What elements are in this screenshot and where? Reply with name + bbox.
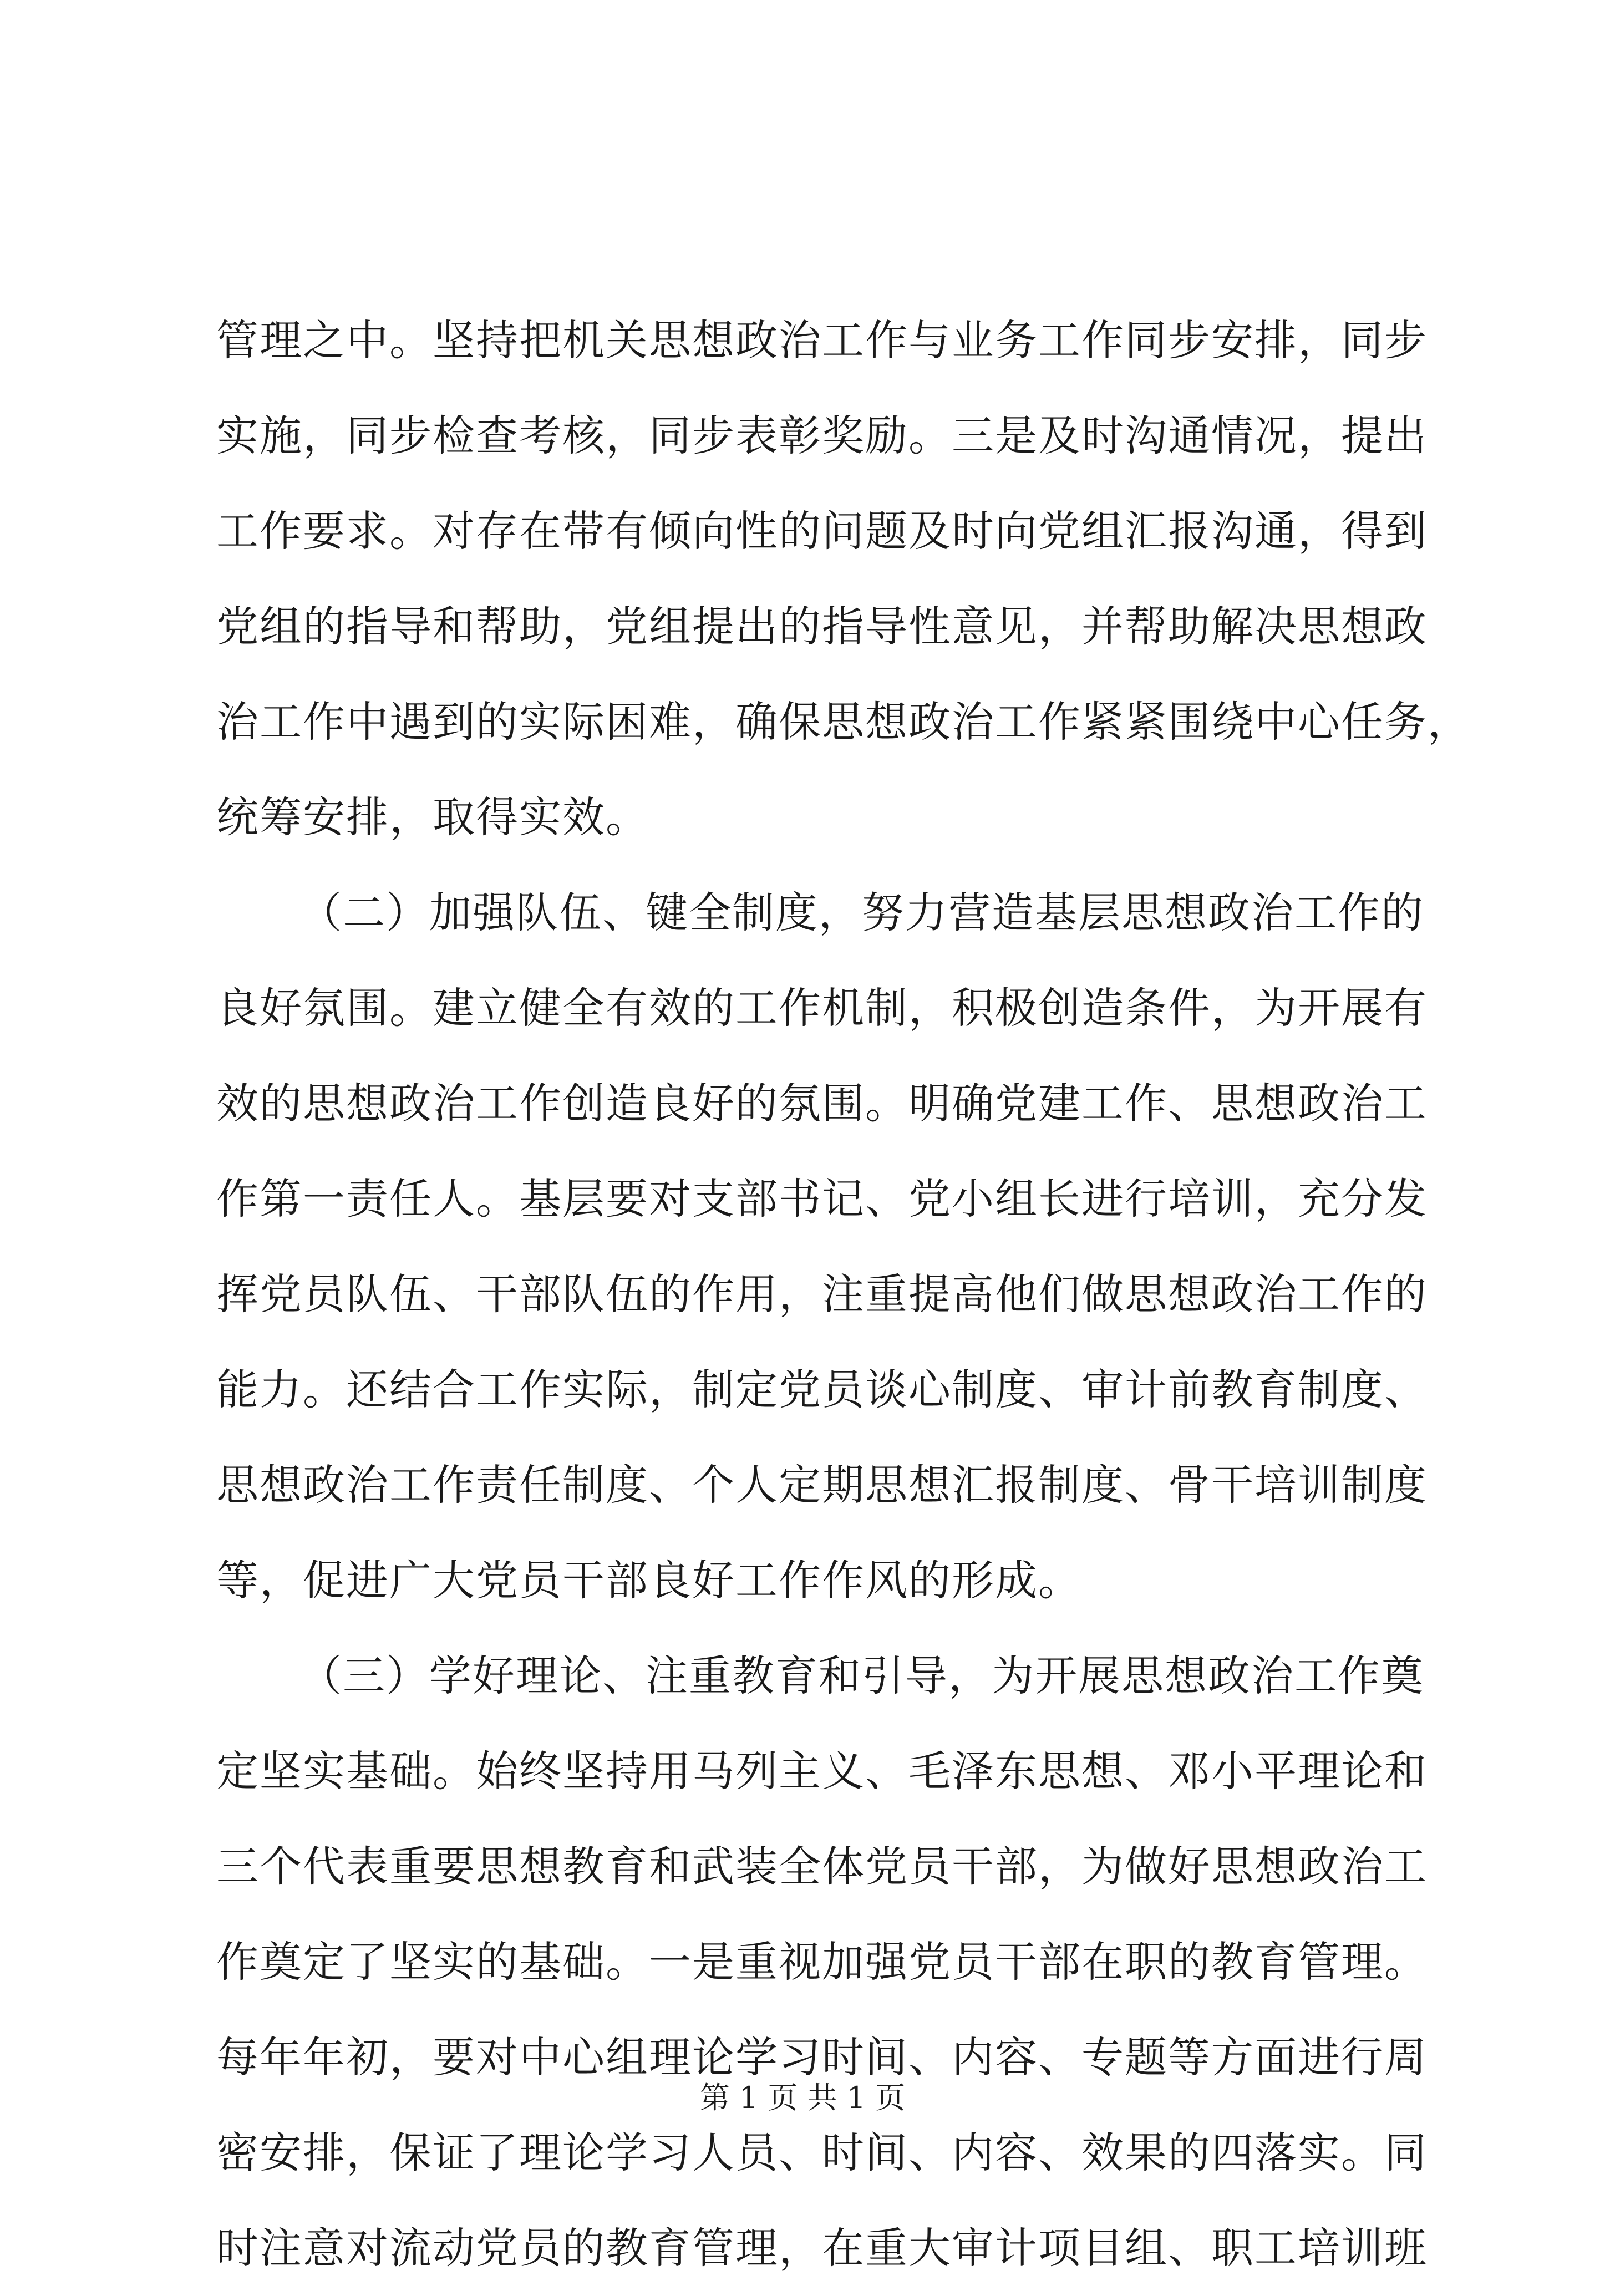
text-line: 统筹安排，取得实效。 — [216, 793, 649, 842]
text-line: 工作要求。对存在带有倾向性的问题及时向党组汇报沟通，得到 — [216, 506, 1428, 556]
text-line: 三个代表重要思想教育和武装全体党员干部，为做好思想政治工 — [216, 1842, 1428, 1891]
text-line: 实施，同步检查考核，同步表彰奖励。三是及时沟通情况，提出 — [216, 411, 1428, 460]
text-line: 效的思想政治工作创造良好的氛围。明确党建工作、思想政治工 — [216, 1079, 1428, 1128]
text-line: 良好氛围。建立健全有效的工作机制，积极创造条件，为开展有 — [216, 983, 1428, 1033]
text-line: 思想政治工作责任制度、个人定期思想汇报制度、骨干培训制度 — [216, 1460, 1428, 1510]
section-heading-line: （三）学好理论、注重教育和引导，为开展思想政治工作奠 — [299, 1651, 1424, 1700]
section-heading-line: （二）加强队伍、键全制度，努力营造基层思想政治工作的 — [299, 888, 1424, 937]
page-footer — [0, 2079, 1605, 2117]
text-line: 挥党员队伍、干部队伍的作用，注重提高他们做思想政治工作的 — [216, 1269, 1428, 1319]
document-body — [216, 293, 1471, 2296]
text-line: 密安排，保证了理论学习人员、时间、内容、效果的四落实。同 — [216, 2128, 1428, 2177]
text-line: 时注意对流动党员的教育管理，在重大审计项目组、职工培训班 — [216, 2223, 1428, 2273]
text-line: 作奠定了坚实的基础。一是重视加强党员干部在职的教育管理。 — [216, 1937, 1428, 1987]
page-number-label: 第 1 页 共 1 页 — [699, 2080, 906, 2115]
text-line: 定坚实基础。始终坚持用马列主义、毛泽东思想、邓小平理论和 — [216, 1746, 1428, 1796]
text-line: 党组的指导和帮助，党组提出的指导性意见，并帮助解决思想政 — [216, 602, 1428, 651]
text-line: 等，促进广大党员干部良好工作作风的形成。 — [216, 1556, 1081, 1605]
text-line: 每年年初，要对中心组理论学习时间、内容、专题等方面进行周 — [216, 2033, 1428, 2082]
text-line: 能力。还结合工作实际，制定党员谈心制度、审计前教育制度、 — [216, 1365, 1428, 1414]
text-line: 治工作中遇到的实际困难，确保思想政治工作紧紧围绕中心任务， — [216, 697, 1471, 746]
text-line: 管理之中。坚持把机关思想政治工作与业务工作同步安排，同步 — [216, 316, 1428, 365]
text-line: 作第一责任人。基层要对支部书记、党小组长进行培训，充分发 — [216, 1174, 1428, 1223]
